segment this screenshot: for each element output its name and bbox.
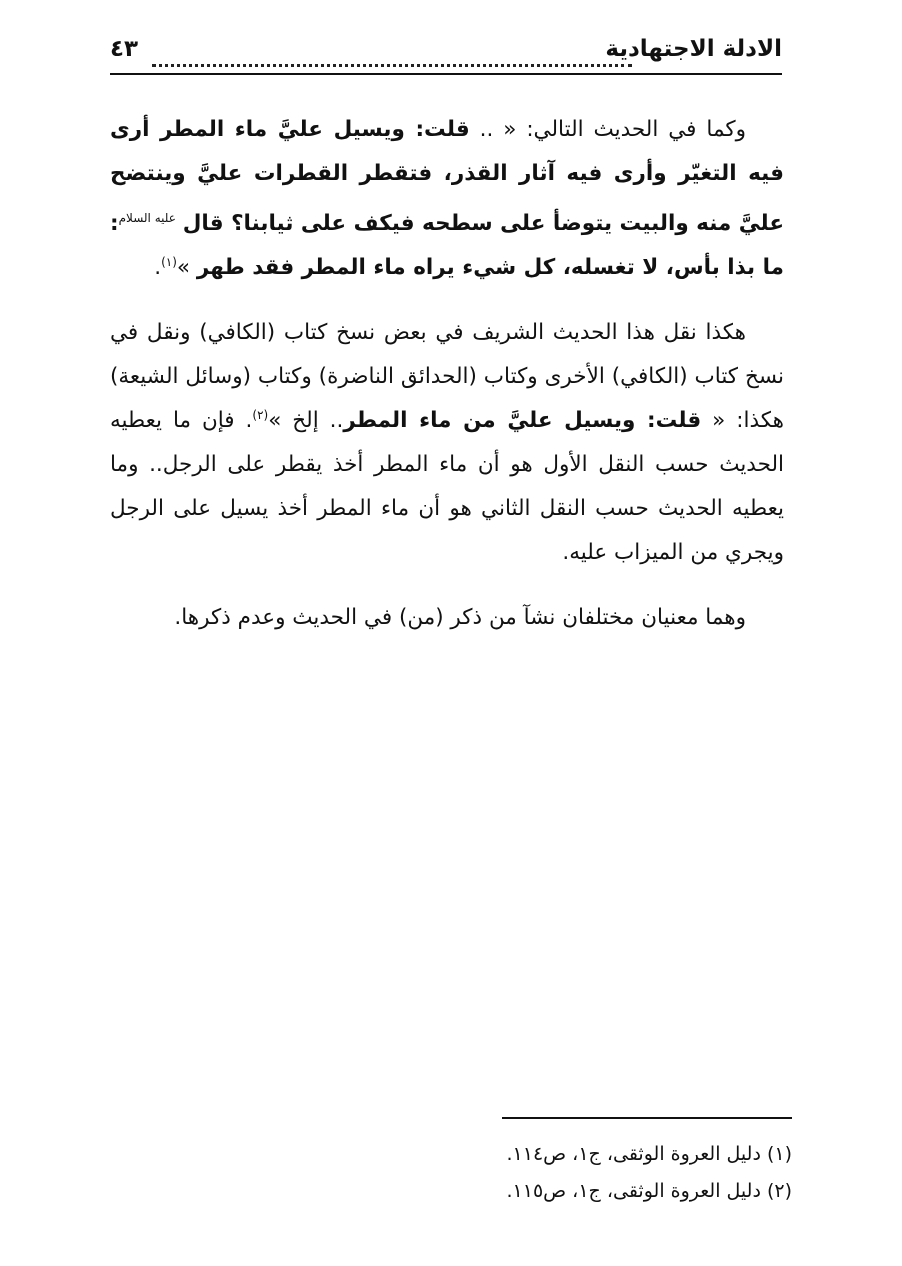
p2-bold-quote: قلت: ويسيل عليَّ من ماء المطر: [343, 408, 702, 434]
footnote-separator: [502, 1117, 792, 1119]
footnote-1: (١) دليل العروة الوثقى، ج١، ص١١٤.: [506, 1143, 792, 1165]
page-number: ٤٣: [110, 36, 139, 62]
main-text: [110, 108, 784, 661]
paragraph-1: [110, 108, 784, 290]
p1-end: .: [154, 255, 162, 281]
running-header: [110, 34, 782, 76]
p1-bold-quote: قلت: ويسيل عليَّ ماء المطر أرى فيه التغيّر وأرى فيه آثار القذر، فتقطر القطرات عليَّ وينتضح عليَّ منه والبيت يتوضأ على سطحه فيكف على ثيابنا؟ قال: [110, 117, 785, 237]
footnote-2: (٢) دليل العروة الوثقى، ج١، ص١١٥.: [506, 1180, 792, 1202]
header-rule: [110, 73, 782, 75]
p2-text-1: هكذا نقل هذا الحديث الشريف في بعض نسخ كتاب (الكافي) ونقل في نسخ كتاب (الكافي) الأخرى وكتاب (الحدائق الناضرة) وكتاب (وسائل الشيعة) هكذا: «: [110, 320, 784, 434]
header-title: الادلة الاجتهادية: [605, 36, 782, 62]
paragraph-3: [110, 596, 784, 640]
p1-intro: وكما في الحديث التالي: « ..: [469, 117, 746, 142]
footnote-ref-1[interactable]: (١): [161, 255, 177, 269]
p2-text-3: . فإن ما يعطيه الحديث حسب النقل الأول هو أن ماء المطر أخذ يقطر على الرجل.. وما يعطيه الحديث حسب النقل الثاني هو أن ماء المطر أخذ يسيل على الرجل ويجري من الميزاب عليه.: [110, 408, 784, 566]
footnotes: [372, 1136, 792, 1210]
header-dot-leader: [152, 64, 632, 67]
p1-close-quote: »: [176, 255, 197, 281]
p2-text-2: .. إلخ »: [268, 408, 344, 434]
paragraph-2: [110, 311, 784, 575]
footnote-ref-2[interactable]: (٢): [252, 408, 269, 422]
honorific-symbol: عليه السلام: [118, 211, 176, 225]
p3-text: وهما معنيان مختلفان نشآ من ذكر (من) في الحديث وعدم ذكرها.: [174, 605, 746, 631]
p1-bold-answer: : ما بذا بأس، لا تغسله، كل شيء يراه ماء المطر فقد طهر: [110, 211, 784, 281]
